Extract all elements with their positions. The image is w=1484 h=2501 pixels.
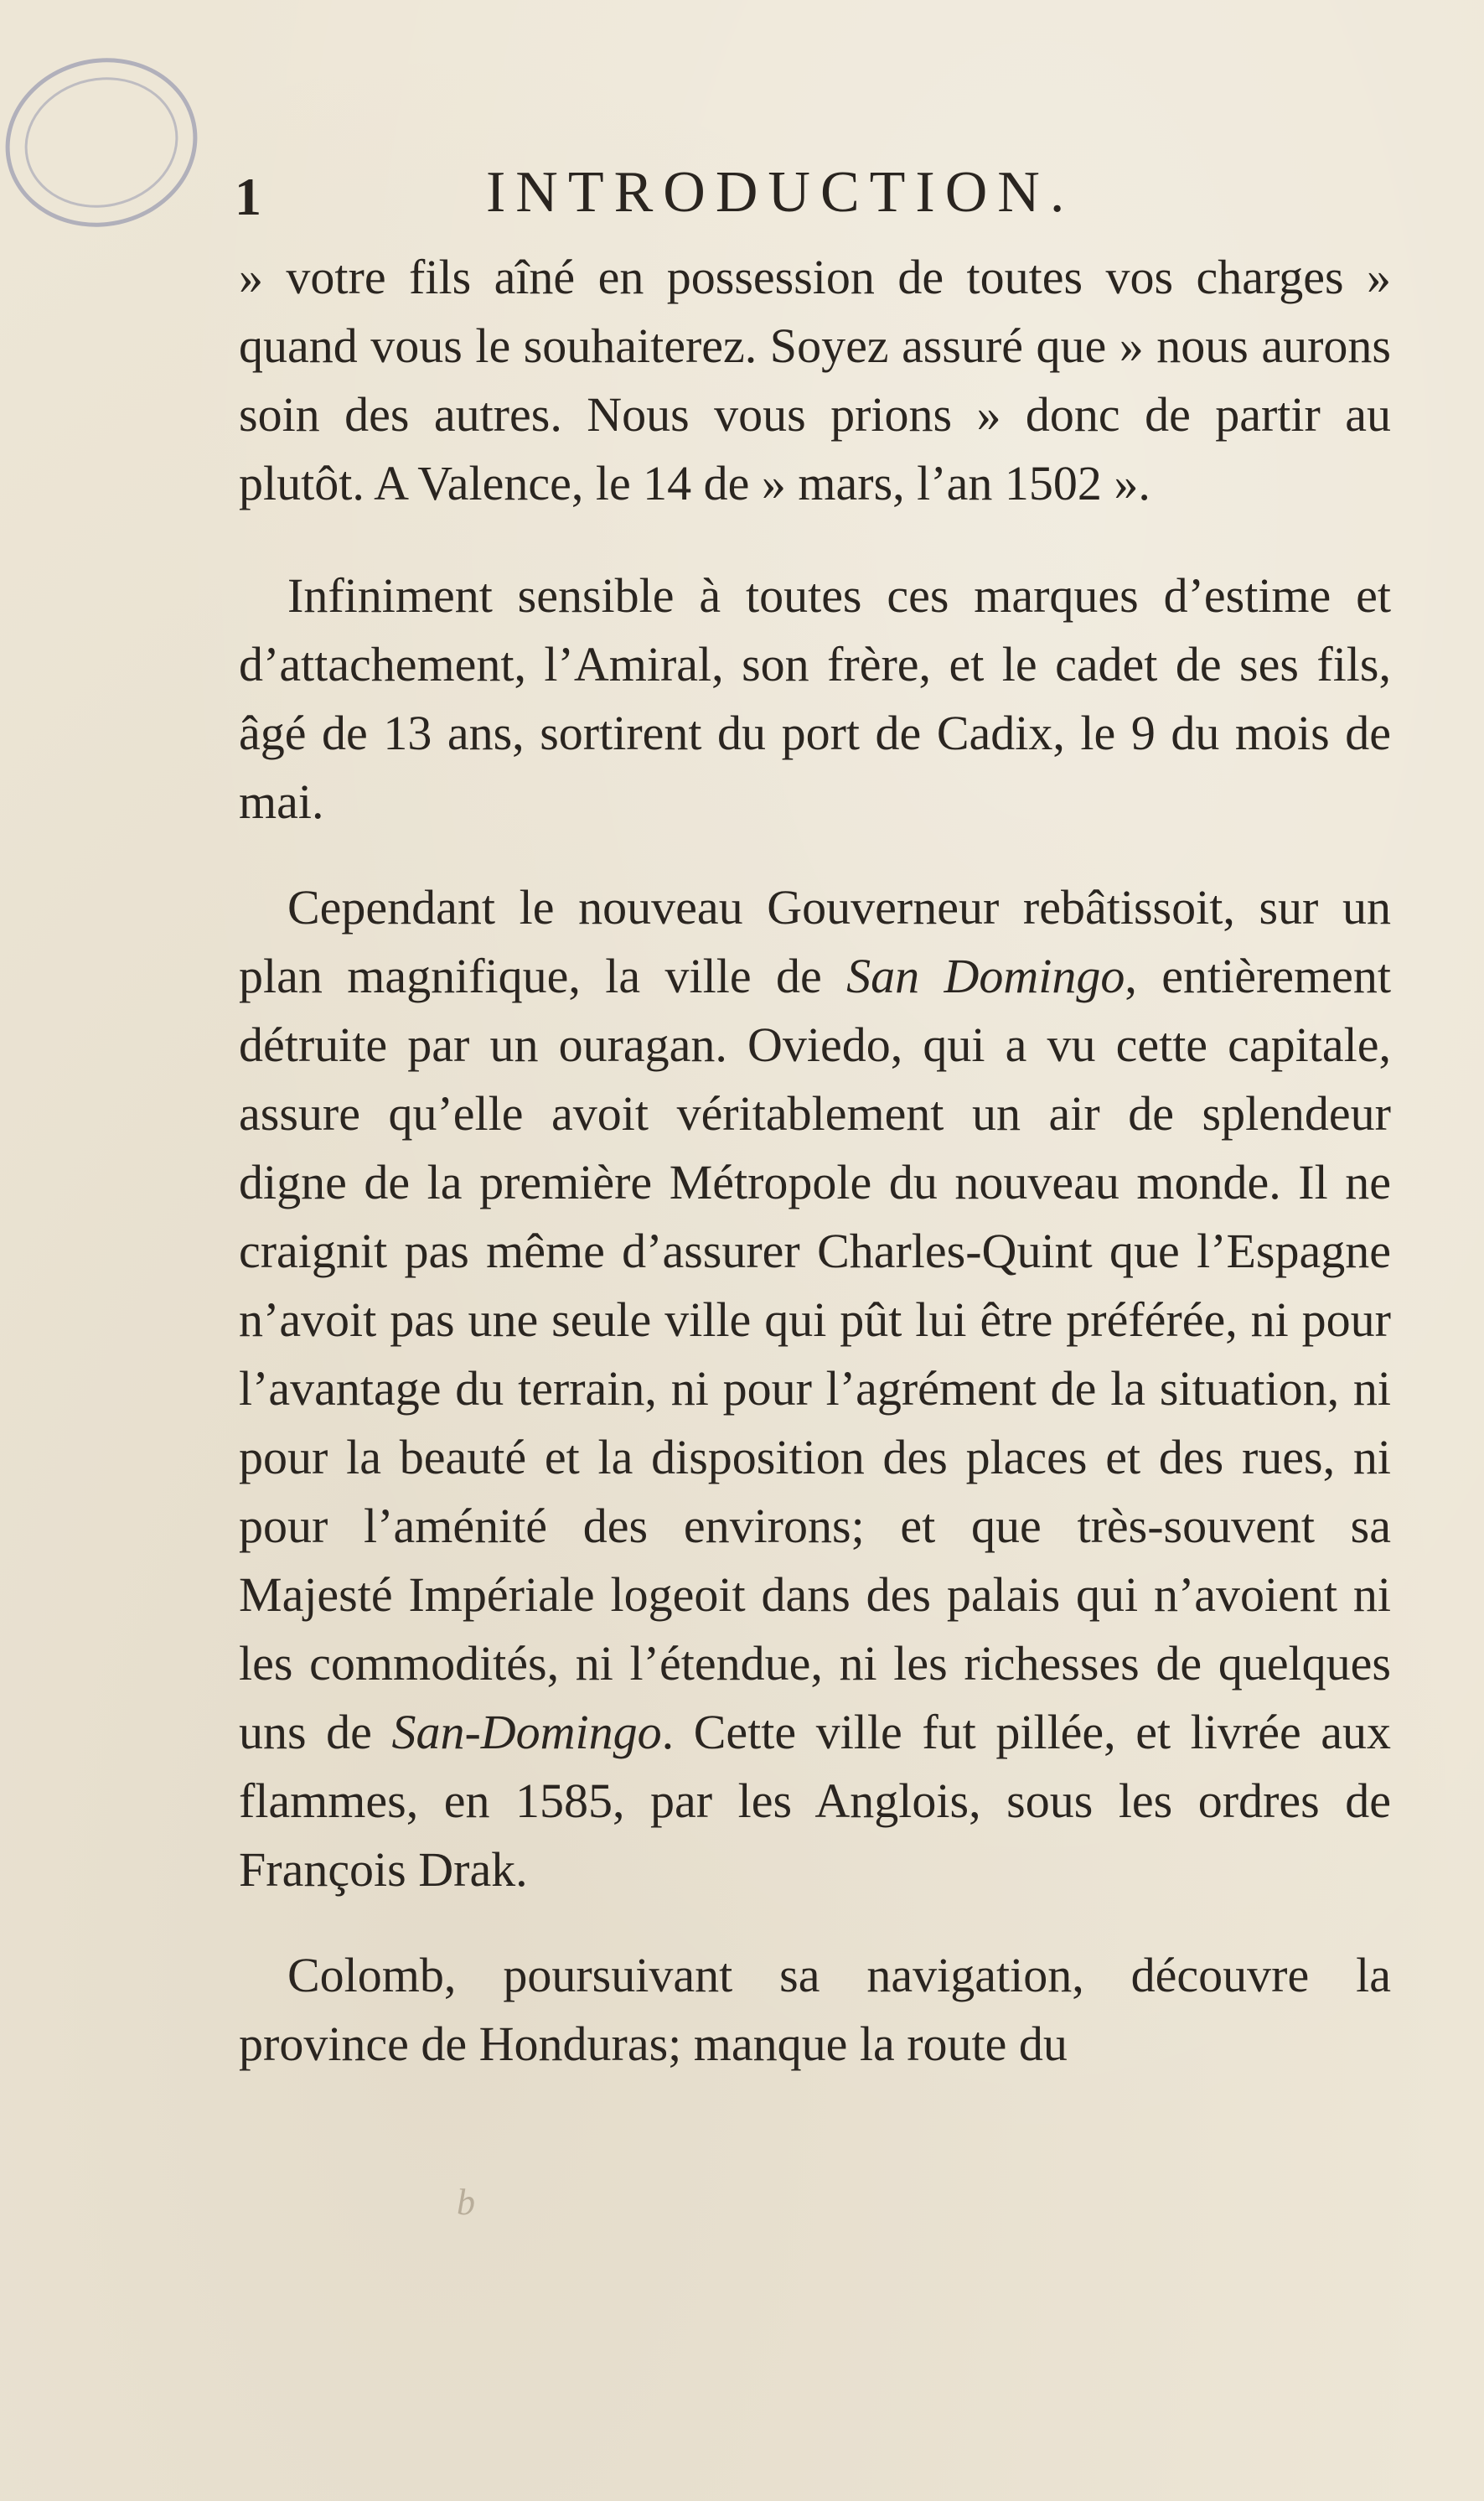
signature-mark: b [457,2182,475,2223]
page-number: 1 [235,167,261,226]
place-name: San Domingo [846,949,1125,1003]
paragraph-departure: Infiniment sensible à toutes ces marques d’estime et d’attachement, l’Amiral, son frère, et le cadet de ses fils, âgé de 13 ans, sortirent du port de Cadix, le 9 du mois de mai. [239,568,1391,829]
paragraph-text-part: , entièrement détruite par un ouragan. Oviedo, qui a vu cette capitale, assure qu’elle avoit véritablement un air de splendeur digne de la première Métropole du nouveau monde. Il ne craignit pas même d’assurer Charles-Quint que l’Espagne n’avoit pas une seule ville qui pût lui être préférée, ni pour l’avantage du terrain, ni pour l’agrément de la situation, ni pour la beauté et la disposition des places et des rues, ni pour l’aménité des environs; et que très-souvent sa Majesté Impériale logeoit dans des palais qui n’avoient ni les commodités, ni l’étendue, ni les richesses de quelques uns de [239,949,1392,1759]
paragraph-text-part: . Cette ville fut pillée, et livrée aux flammes, en 1585, par les Anglois, sous les ordres de François Drak. [239,1705,1391,1897]
paragraph-honduras: Colomb, poursuivant sa navigation, découvre la province de Honduras; manque la route du [239,1948,1391,2071]
running-title: INTRODUCTION. [486,160,1075,225]
quoted-letter-ending: » votre fils aîné en possession de toutes vos charges » quand vous le souhaiterez. Soyez assuré que » nous aurons soin des autres. Nous vous prions » donc de partir au plutôt. A Valence, le 14 de » mars, l’an 1502 ». [239,250,1391,510]
paragraph-text-part: Cependant le nouveau Gouverneur rebâtissoit, sur un plan magnifique, la ville de [239,880,1391,1003]
page-header [235,159,1156,235]
place-name: San-Domingo [391,1705,662,1759]
paragraph-san-domingo [239,873,1391,1904]
page-body [239,243,1391,2115]
